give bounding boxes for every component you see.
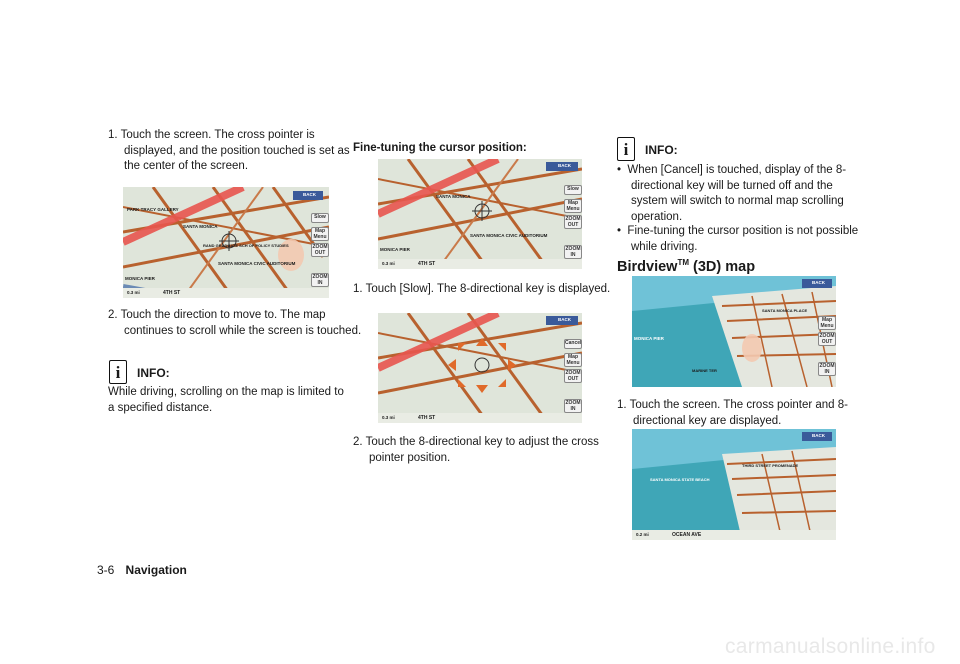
map-label-civic: SANTA MONICA CIVIC AUDITORIUM: [218, 261, 296, 266]
map-screenshot-3d-1: [632, 276, 836, 387]
map3d-label-pier: MONICA PIER: [634, 336, 664, 341]
map3-scale: 0.3 mi: [382, 415, 395, 420]
map2-back-button[interactable]: BACK: [558, 163, 571, 168]
map-screenshot-1: [123, 187, 329, 298]
left-step-2: 2. Touch the direction to move to. The map continues to scroll while the screen is touched.: [108, 309, 362, 337]
map3-street: 4TH ST: [418, 415, 436, 421]
map2-street: 4TH ST: [418, 261, 436, 267]
map2-zoom-in-button[interactable]: ZOOM IN: [565, 246, 581, 258]
map-screenshot-2: [378, 159, 582, 269]
map-2d-graphic-slow: [378, 159, 582, 269]
map-slow-button[interactable]: Slow: [311, 213, 329, 223]
map3d-label-marine: MARINE TER: [692, 368, 717, 373]
map3d2-scale: 0.2 mi: [636, 532, 649, 537]
map-3d-graphic: [632, 276, 836, 387]
map-back-button[interactable]: BACK: [303, 192, 316, 197]
right-bullet-2: • Fine-tuning the cursor position is not possible while driving.: [617, 225, 859, 253]
map-label-santa-monica: SANTA MONICA: [183, 224, 218, 229]
birdview-title: Birdview: [617, 258, 678, 275]
map3d2-street: OCEAN AVE: [672, 532, 702, 538]
map3d2-label-beach: SANTA MONICA STATE BEACH: [650, 477, 710, 482]
map2-scale: 0.3 mi: [382, 261, 395, 266]
map3-cancel-button[interactable]: Cancel: [564, 339, 582, 349]
map-screenshot-3d-2: [632, 429, 836, 540]
map-label-rand: RAND GRADUATE SCH OF POLICY STUDIES: [203, 243, 289, 248]
right-bullet-1: • When [Cancel] is touched, display of the 8-directional key will be turned off and the system will switch to normal map scrolling operation.: [617, 164, 847, 223]
map3d-menu-button[interactable]: Map Menu: [818, 316, 836, 330]
right-step-1: 1. Touch the screen. The cross pointer and 8-directional key are displayed.: [617, 399, 848, 427]
map3d-zoom-out-button[interactable]: ZOOM OUT: [819, 333, 835, 345]
map-street: 4TH ST: [163, 290, 181, 296]
birdview-suffix: (3D) map: [689, 258, 756, 275]
map-label-pier: MONICA PIER: [125, 276, 155, 281]
map3-menu-button[interactable]: Map Menu: [564, 353, 582, 367]
map-zoom-out-button[interactable]: ZOOM OUT: [312, 244, 328, 256]
map2-menu-button[interactable]: Map Menu: [564, 199, 582, 213]
map3-back-button[interactable]: BACK: [558, 317, 571, 322]
map-3d-graphic-2: [632, 429, 836, 540]
left-info-heading: INFO:: [137, 366, 170, 380]
map3-zoom-in-button[interactable]: ZOOM IN: [565, 400, 581, 412]
fine-tuning-heading: Fine-tuning the cursor position:: [353, 142, 527, 154]
map2-label-santa-monica: SANTA MONICA: [436, 194, 471, 199]
map3d-back-button[interactable]: BACK: [812, 280, 825, 285]
birdview-heading: [617, 258, 755, 275]
map3d2-label-promenade: THIRD STREET PROMENADE: [742, 463, 799, 468]
map3d-label-place: SANTA MONICA PLACE: [762, 308, 808, 313]
middle-step-2: 2. Touch the 8-directional key to adjust the cross pointer position.: [353, 436, 599, 464]
middle-step-1: 1. Touch [Slow]. The 8-directional key is displayed.: [353, 283, 611, 295]
map3d2-back-button[interactable]: BACK: [812, 433, 825, 438]
right-bullet-2-text: Fine-tuning the cursor position is not possible while driving.: [627, 225, 859, 253]
left-step-1: 1. Touch the screen. The cross pointer is displayed, and the position touched is set as the center of the screen.: [108, 129, 350, 172]
map-label-gallery: PARK TRACY GALLERY: [127, 207, 179, 212]
right-bullet-1-text: When [Cancel] is touched, display of the 8-directional key will be turned off and the system will switch to normal map scrolling operation.: [627, 164, 847, 223]
map2-label-civic: SANTA MONICA CIVIC AUDITORIUM: [470, 233, 548, 238]
footer: [97, 563, 187, 577]
map3d-zoom-in-button[interactable]: ZOOM IN: [819, 363, 835, 375]
info-icon-right: i: [617, 137, 635, 161]
section-name: Navigation: [125, 563, 187, 577]
map3-zoom-out-button[interactable]: ZOOM OUT: [565, 370, 581, 382]
map2-slow-button[interactable]: Slow: [564, 185, 582, 195]
map2-zoom-out-button[interactable]: ZOOM OUT: [565, 216, 581, 228]
watermark: carmanualsonline.info: [725, 635, 936, 658]
map-menu-button[interactable]: Map Menu: [311, 227, 329, 241]
right-info-heading: INFO:: [645, 143, 678, 157]
birdview-tm: TM: [677, 258, 689, 267]
map-2d-graphic-8dir: [378, 313, 582, 423]
map-zoom-in-button[interactable]: ZOOM IN: [312, 274, 328, 286]
map-scale: 0.3 mi: [127, 290, 140, 295]
info-icon: i: [109, 360, 127, 384]
page-number: 3-6: [97, 563, 115, 577]
map2-label-pier: MONICA PIER: [380, 247, 410, 252]
map-screenshot-3: [378, 313, 582, 423]
left-info-text: While driving, scrolling on the map is limited to a specified distance.: [108, 386, 344, 414]
